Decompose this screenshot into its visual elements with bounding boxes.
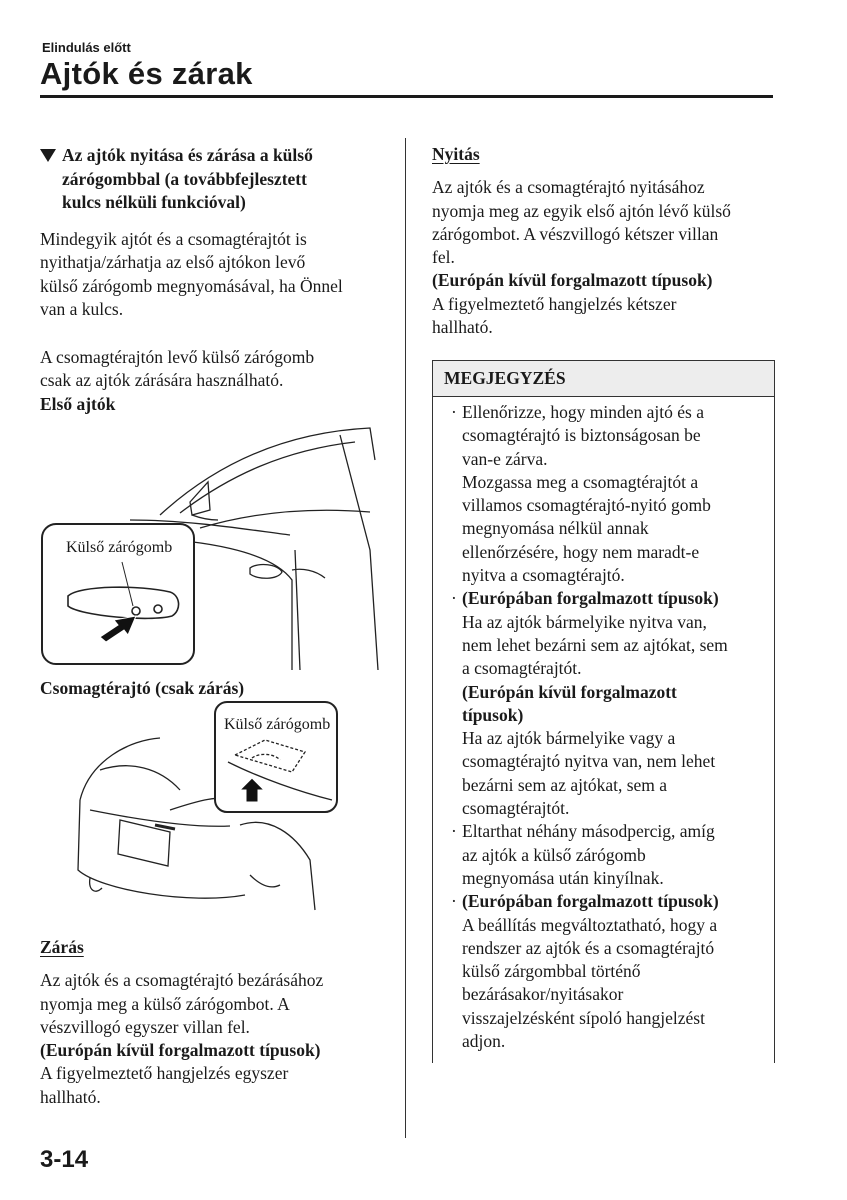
page-number: 3-14 (40, 1146, 89, 1173)
title-rule (40, 95, 773, 98)
note-item: · (Európában forgalmazott típusok) Ha az ajtók bármelyike nyitva van, nem lehet bezárni sem az ajtókat, sem a csomagtérajtót. (Európán kívül forgalmazott típusok) Ha az ajtók bármelyike vagy a csomagtérajtó nyitva van, nem lehet bezárni sem az ajtókat, sem a csomagtérajtót. (451, 588, 728, 819)
page-title: Ajtók és zárak (40, 56, 253, 91)
trunk-label: Csomagtérajtó (csak zárás) (40, 678, 245, 698)
note-item: · (Európában forgalmazott típusok) A beállítás megváltoztatható, hogy a rendszer az ajtók és a csomagtérajtó külső zárgombbal történő bezárásakor/nyitásakor visszajelzésként sípoló hangjelzést adjon. (451, 891, 719, 1052)
heading-line: Az ajtók nyitása és zárása a külső (62, 145, 313, 165)
locking-section: Zárás Az ajtók és a csomagtérajtó bezárásához nyomja meg a külső zárógombot. A vészvillogó egyszer villan fel. (Európán kívül forgalmazott típusok) A figyelmeztető hangjelzés egyszer hallható. (40, 936, 392, 1109)
note-box (432, 360, 775, 1063)
bullet-dot-icon: · (451, 402, 457, 422)
fig2-callout: Külső zárógomb (224, 716, 331, 733)
opening-section: Nyitás Az ajtók és a csomagtérajtó nyitásához nyomja meg az egyik első ajtón lévő külső zárógombot. A vészvillogó kétszer villan fel. (Európán kívül forgalmazott típusok) A figyelmeztető hangjelzés kétszer hallható. (432, 143, 777, 339)
note-title: MEGJEGYZÉS (433, 361, 774, 397)
heading-line: zárógombbal (a továbbfejlesztett (62, 168, 307, 189)
note-item: · Eltarthat néhány másodpercig, amíg az ajtók a külső zárógomb megnyomása után kinyílnak. (451, 821, 715, 888)
bullet-dot-icon: · (451, 588, 457, 609)
heading-line: kulcs nélküli funkcióval) (62, 192, 246, 212)
bullet-dot-icon: · (451, 821, 457, 842)
intro-paragraph: Mindegyik ajtót és a csomagtérajtót is nyithatja/zárhatja az első ajtókon levő külső zárógomb megnyomásával, ha Önnel van a kulcs. (40, 229, 343, 319)
locking-heading: Zárás (40, 937, 84, 957)
note-item: · Ellenőrizze, hogy minden ajtó és a csomagtérajtó is biztonságosan be van-e zárva. Mozgassa meg a csomagtérajtót a villamos csomagtérajtó-nyitó gomb megnyomása nélkül annak ellenőrzésére, hogy nem maradt-e nyitva a csomagtérajtó. (451, 402, 711, 586)
section-heading (40, 144, 380, 215)
front-doors-label: Első ajtók (40, 393, 116, 414)
column-divider (405, 138, 406, 1138)
fig1-callout: Külső zárógomb (66, 539, 173, 556)
note-list (451, 401, 769, 1053)
triangle-bullet-icon (40, 149, 56, 162)
opening-heading: Nyitás (432, 144, 480, 164)
bullet-dot-icon: · (451, 891, 457, 912)
trunk-note-paragraph: A csomagtérajtón levő külső zárógomb csak az ajtók zárására használható. Első ajtók (40, 346, 392, 416)
section-label: Elindulás előtt (42, 40, 131, 55)
